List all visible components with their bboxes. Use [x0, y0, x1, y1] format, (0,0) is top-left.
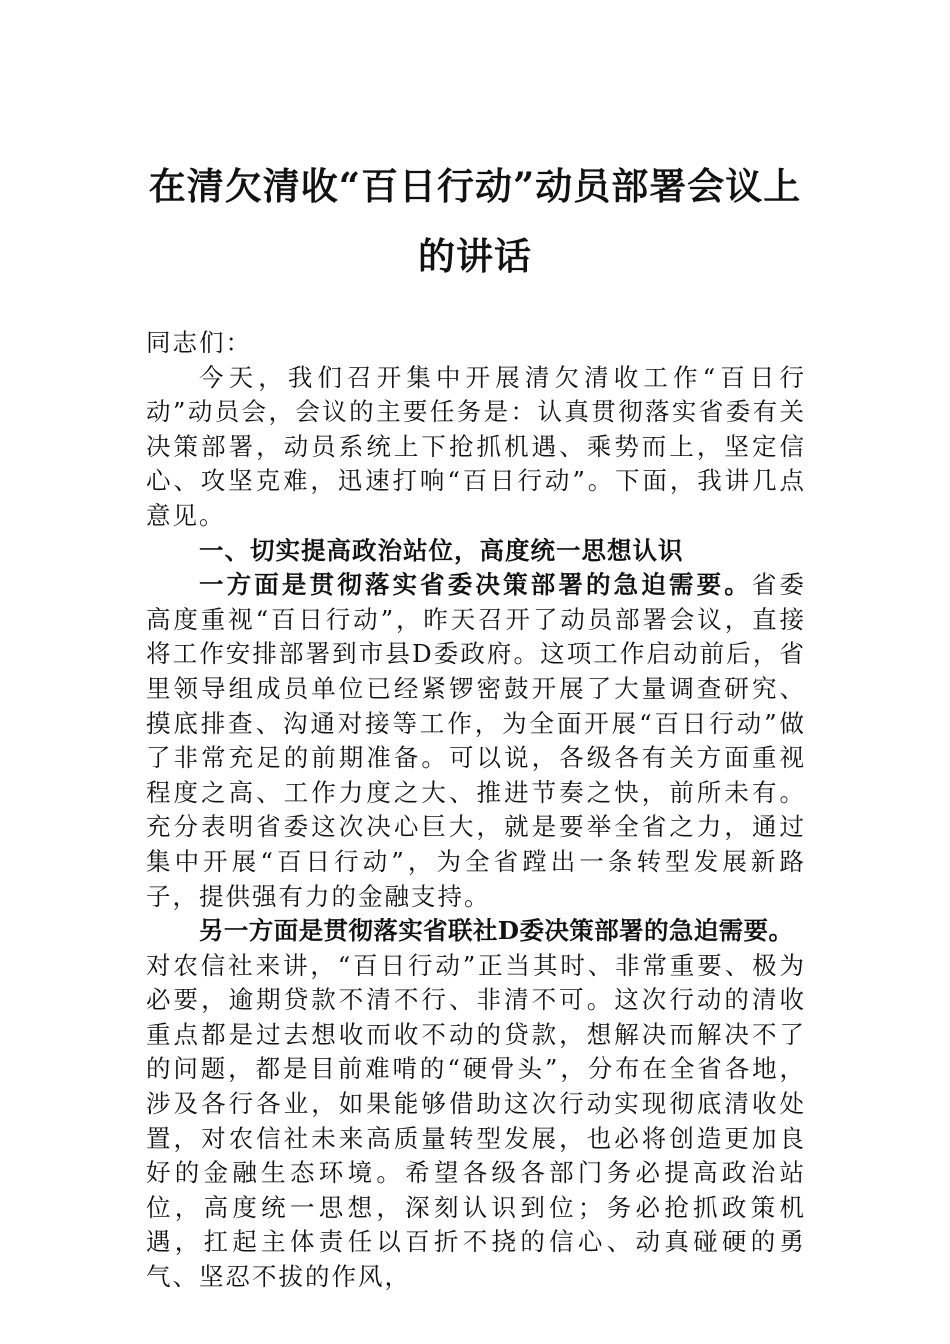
paragraph-lead-sentence: 一方面是贯彻落实省委决策部署的急迫需要。: [199, 570, 752, 600]
salutation: 同志们：: [146, 328, 252, 357]
document-body: [146, 326, 806, 1295]
paragraph-text: 省委高度重视“百日行动”，昨天召开了动员部署会议，直接将工作安排部署到市县D委政府。这项工作启动前后，省里领导组成员单位已经紧锣密鼓开展了大量调查研究、摸底排查、沟通对接等工作，为全面开展“百日行动”做了非常充足的前期准备。可以说，各级各有关方面重视程度之高、工作力度之大、推进节奏之快，前所未有。充分表明省委这次决心巨大，就是要举全省之力，通过集中开展“百日行动”，为全省蹚出一条转型发展新路子，提供强有力的金融支持。: [146, 570, 807, 911]
paragraph-provincial-committee: [146, 568, 806, 914]
paragraph-lead-line: [146, 914, 806, 949]
paragraph-provincial-union: 对农信社来讲，“百日行动”正当其时、非常重要、极为必要，逾期贷款不清不行、非清不可。这次行动的清收重点都是过去想收而收不动的贷款，想解决而解决不了的问题，都是目前难啃的“硬骨头”，分布在全省各地，涉及各行各业，如果能够借助这次行动实现彻底清收处置，对农信社未来高质量转型发展，也必将创造更加良好的金融生态环境。希望各级各部门务必提高政治站位，高度统一思想，深刻认识到位；务必抢抓政策机遇，扛起主体责任以百折不挠的信心、动真碰硬的勇气、坚忍不拔的作风，: [146, 950, 806, 1292]
section-heading-1: 一、切实提高政治站位，高度统一思想认识: [199, 535, 684, 565]
document-title-line-1: 在清欠清收“百日行动”动员部署会议上: [148, 164, 802, 208]
document-title-line-2: 的讲话: [418, 234, 532, 278]
paragraph-lead-sentence: 另一方面是贯彻落实省联社D委决策部署的急迫需要。: [199, 916, 794, 946]
paragraph-opening: 今天，我们召开集中开展清欠清收工作“百日行动”动员会，会议的主要任务是：认真贯彻落实省委有关决策部署，动员系统上下抢抓机遇、乘势而上，坚定信心、攻坚克难，迅速打响“百日行动”。下面，我讲几点意见。: [146, 362, 806, 530]
